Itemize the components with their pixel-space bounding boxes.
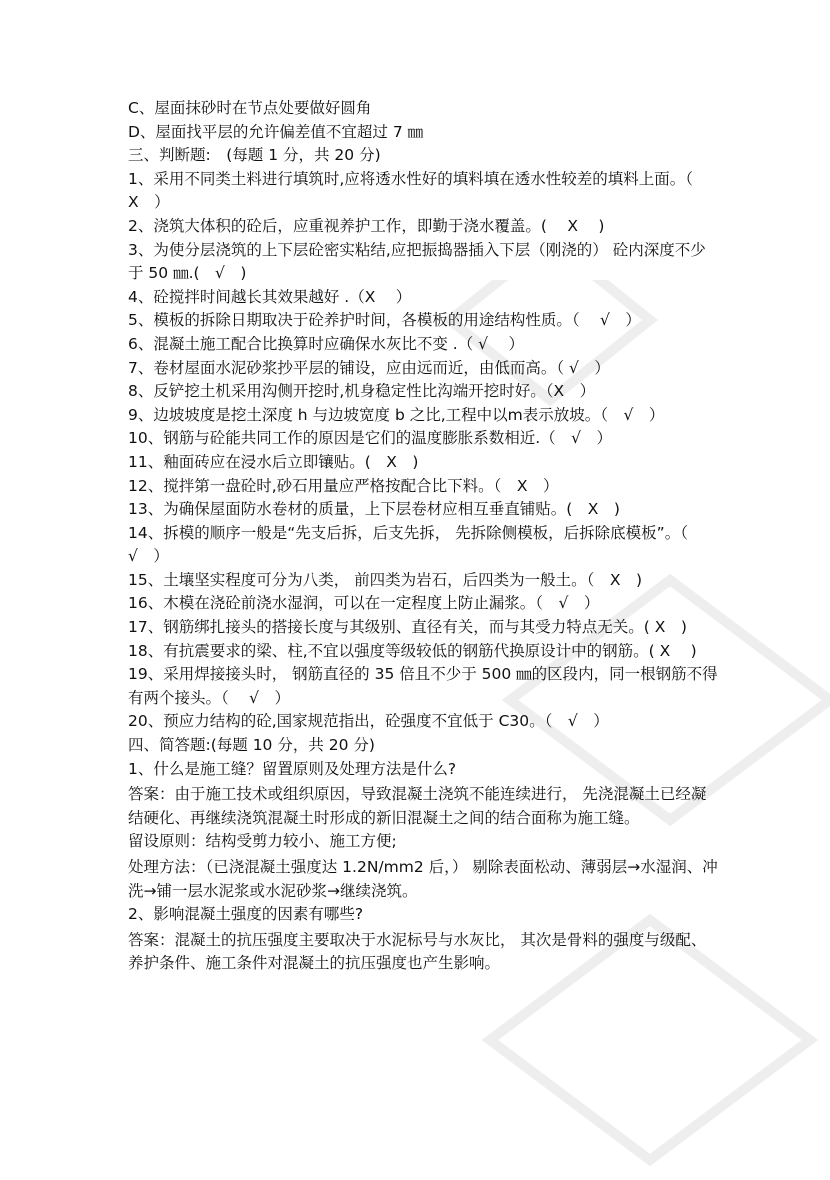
- option-d: D、屋面找平层的允许偏差值不宜超过 7 ㎜: [128, 122, 424, 141]
- judgment-item-7: 7、卷材屋面水泥砂浆抄平层的铺设，应由远而近，由低而高。（ √ ）: [128, 358, 610, 377]
- judgment-item-15: 15、土壤坚实程度可分为八类， 前四类为岩石，后四类为一般土。（ X ): [128, 570, 643, 589]
- judgment-item-12: 12、搅拌第一盘砼时,砂石用量应严格按配合比下料。（ X ）: [128, 476, 559, 495]
- judgment-item-17: 17、钢筋绑扎接头的搭接长度与其级别、直径有关，而与其受力特点无关。( X ): [128, 618, 687, 637]
- question-1: 1、什么是施工缝？留置原则及处理方法是什么?: [128, 759, 457, 778]
- section-title-short-answer: 四、简答题:(每题 10 分，共 20 分): [128, 736, 375, 755]
- judgment-item-20: 20、预应力结构的砼,国家规范指出，砼强度不宜低于 C30。（ √ ）: [128, 712, 609, 731]
- judgment-item-16: 16、木模在浇砼前浇水湿润，可以在一定程度上防止漏浆。（ √ ）: [128, 594, 600, 613]
- judgment-item-4: 4、砼搅拌时间越长其效果越好 .（X ）: [128, 287, 412, 306]
- judgment-item-9: 9、边坡坡度是挖土深度 h 与边坡宽度 b 之比,工程中以m表示放坡。（ √ ）: [128, 405, 665, 424]
- answer-2: 答案：混凝土的抗压强度主要取决于水泥标号与水灰比， 其次是骨料的强度与级配、养护条件、施工条件对混凝土的抗压强度也产生影响。: [128, 930, 707, 973]
- option-c: C、屋面抹砂时在节点处要做好圆角: [128, 99, 372, 117]
- judgment-item-5: 5、模板的拆除日期取决于砼养护时间，各模板的用途结构性质。（ √ ）: [128, 311, 641, 330]
- judgment-item-6: 6、混凝土施工配合比换算时应确保水灰比不变 .（ √ ）: [128, 334, 524, 353]
- question-2: 2、影响混凝土强度的因素有哪些?: [128, 905, 364, 924]
- judgment-item-18: 18、有抗震要求的梁、柱,不宜以强度等级较低的钢筋代换原设计中的钢筋。( X ): [128, 641, 697, 660]
- answer-1-method: 处理方法：（已浇混凝土强度达 1.2N/mm2 后，） 剔除表面松动、薄弱层→水湿润、冲洗→铺一层水泥浆或水泥砂浆→继续浇筑。: [128, 858, 718, 900]
- document-body: [128, 97, 718, 976]
- judgment-item-11: 11、釉面砖应在浸水后立即镶贴。( X ): [128, 452, 419, 471]
- judgment-item-1: 1、采用不同类土料进行填筑时,应将透水性好的填料填在透水性较差的填料上面。（ X ）: [128, 169, 709, 212]
- judgment-item-2: 2、浇筑大体积的砼后，应重视养护工作，即勤于浇水覆盖。( X ): [128, 216, 605, 235]
- judgment-item-13: 13、为确保屋面防水卷材的质量，上下层卷材应相互垂直铺贴。( X ): [128, 500, 620, 519]
- judgment-item-14: 14、拆模的顺序一般是“先支后拆，后支先拆， 先拆除侧模板，后拆除底模板”。（ √ ）: [128, 523, 688, 566]
- judgment-item-19: 19、采用焊接接头时， 钢筋直径的 35 倍且不少于 500 ㎜的区段内，同一根钢筋不得有两个接头。（ √ ）: [128, 665, 718, 707]
- answer-1-principle: 留设原则：结构受剪力较小、施工方便;: [128, 832, 397, 851]
- judgment-item-8: 8、反铲挖土机采用沟侧开挖时,机身稳定性比沟端开挖时好。（X ）: [128, 382, 596, 401]
- section-title-judgment: 三、判断题: (每题 1 分，共 20 分): [128, 146, 381, 165]
- judgment-item-10: 10、钢筋与砼能共同工作的原因是它们的温度膨胀系数相近.（ √ ）: [128, 429, 613, 448]
- judgment-item-3: 3、为使分层浇筑的上下层砼密实粘结,应把振捣器插入下层（刚浇的） 砼内深度不少于 50 ㎜.( √ ): [128, 240, 706, 283]
- answer-1: 答案：由于施工技术或组织原因，导致混凝土浇筑不能连续进行， 先浇混凝土已经凝结硬化、再继续浇筑混凝土时形成的新旧混凝土之间的结合面称为施工缝。: [128, 785, 707, 827]
